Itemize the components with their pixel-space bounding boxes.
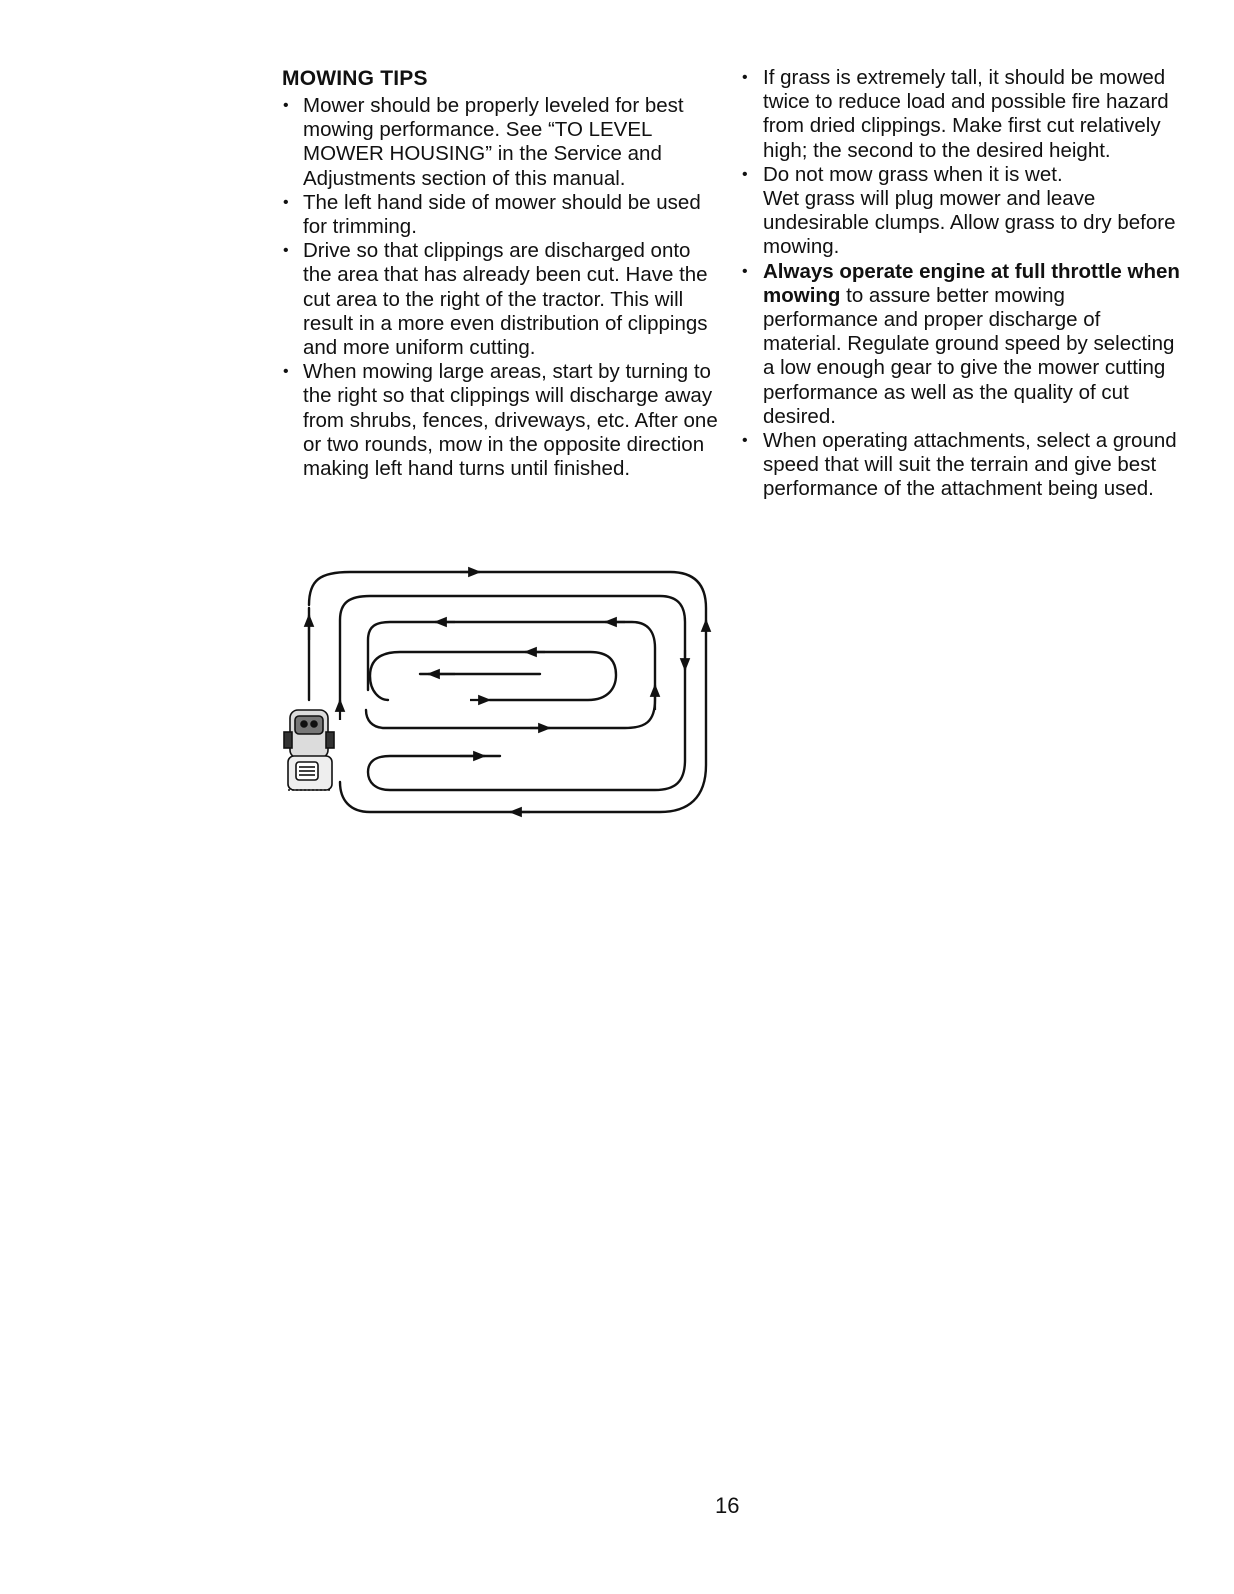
- tip-tall-grass: • If grass is extremely tall, it should be mowed twice to reduce load and possible fire hazard from dried clippings. Make first cut relatively high; the second to the desired height.: [741, 66, 1181, 163]
- page-number: 16: [715, 1493, 740, 1518]
- tip-full-throttle: [741, 260, 1181, 429]
- tip-wet-grass-body: Wet grass will plug mower and leave undesirable clumps. Allow grass to dry before mowing.: [763, 187, 1176, 259]
- tip-wet-grass: [741, 163, 1181, 260]
- left-column: [282, 66, 722, 481]
- tip-full-throttle-emphasis: Always operate engine at full throttle when mowing: [763, 259, 1180, 307]
- tips-list-right: [741, 66, 1181, 502]
- tip-attachments: • When operating attachments, select a ground speed that will suit the terrain and give best performance of the attachment being used.: [741, 429, 1181, 502]
- tip-trimming: • The left hand side of mower should be used for trimming.: [282, 191, 722, 239]
- mowing-pattern-diagram-icon: [280, 560, 720, 820]
- tractor-icon: [284, 710, 334, 790]
- right-column: [741, 66, 1181, 502]
- tip-wet-grass-title: • Do not mow grass when it is wet.: [763, 162, 1063, 186]
- tip-large-areas: • When mowing large areas, start by turning to the right so that clippings will discharge away from shrubs, fences, driveways, etc. After one or two rounds, mow in the opposite direction making left hand turns until finished.: [282, 360, 722, 481]
- tip-full-throttle-rest: to assure better mowing performance and proper discharge of material. Regulate ground speed by selecting a low enough gear to give the mower cutting performance as well as the quality of cut desired.: [763, 283, 1175, 428]
- section-heading: MOWING TIPS: [282, 67, 428, 90]
- tip-discharge: • Drive so that clippings are discharged onto the area that has already been cut. Have the cut area to the right of the tractor. This will result in a more even distribution of clippings and more uniform cutting.: [282, 239, 722, 360]
- tips-list-left: [282, 94, 722, 481]
- tip-leveling: • Mower should be properly leveled for best mowing performance. See “TO LEVEL MOWER HOUSING” in the Service and Adjustments section of this manual.: [282, 94, 722, 191]
